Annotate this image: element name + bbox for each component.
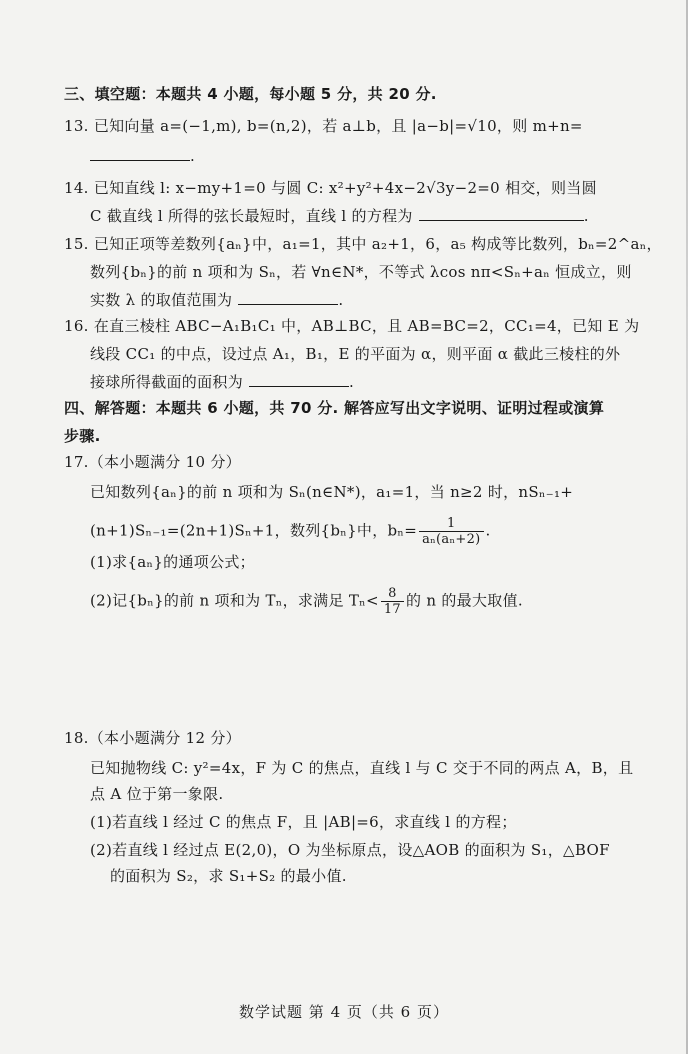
q16-text: 接球所得截面的面积为 [90, 373, 244, 391]
q13-answer-blank [90, 146, 190, 161]
q16-line2: 线段 CC₁ 的中点，设过点 A₁，B₁，E 的平面为 α，则平面 α 截此三棱柱的外 [90, 345, 621, 363]
q14-end: . [583, 207, 589, 225]
q18-line2: 点 A 位于第一象限. [90, 785, 224, 803]
q16-end: . [349, 373, 355, 391]
section4-heading-line2: 步骤. [64, 427, 101, 445]
q17-line2 [90, 516, 491, 547]
q13-answer-line [90, 146, 195, 166]
page-footer: 数学试题 第 4 页（共 6 页） [239, 1003, 449, 1021]
q16-line1: 16. 在直三棱柱 ABC−A₁B₁C₁ 中，AB⊥BC，且 AB=BC=2，CC₁=4，已知 E 为 [64, 317, 640, 335]
q17-part2 [90, 586, 523, 617]
q15-text: 实数 λ 的取值范围为 [90, 291, 233, 309]
q15-line3 [90, 290, 343, 310]
q17-part2-end: 的 n 的最大取值. [405, 591, 523, 610]
q14-line2 [90, 206, 589, 226]
q15-line2: 数列{bₙ}的前 n 项和为 Sₙ，若 ∀n∈N*，不等式 λcos nπ<Sₙ+aₙ 恒成立，则 [90, 263, 632, 281]
q17-part2-numerator: 8 [381, 586, 404, 602]
q14-text: C 截直线 l 所得的弦长最短时，直线 l 的方程为 [90, 207, 413, 225]
q15-line1: 15. 已知正项等差数列{aₙ}中，a₁=1，其中 a₂+1，6，a₅ 构成等比数列，bₙ=2^aₙ， [64, 235, 662, 253]
q14-line1: 14. 已知直线 l: x−my+1=0 与圆 C: x²+y²+4x−2√3y−2=0 相交，则当圆 [64, 179, 597, 197]
q13-text: 13. 已知向量 a=(−1,m), b=(n,2)，若 a⊥b，且 |a−b|=√10，则 m+n= [64, 117, 583, 135]
q18-line1: 已知抛物线 C: y²=4x，F 为 C 的焦点，直线 l 与 C 交于不同的两点 A，B，且 [90, 759, 634, 777]
q16-answer-blank [249, 372, 349, 387]
section4-heading-line1: 四、解答题：本题共 6 小题，共 70 分. 解答应写出文字说明、证明过程或演算 [64, 399, 605, 417]
q13-line1 [64, 116, 583, 136]
q17-part2-text: (2)记{bₙ}的前 n 项和为 Tₙ，求满足 Tₙ< [90, 591, 379, 610]
q18-part2-line2: 的面积为 S₂，求 S₁+S₂ 的最小值. [110, 867, 347, 885]
q18-title: 18.（本小题满分 12 分） [64, 729, 241, 747]
q17-bn-denominator: aₙ(aₙ+2) [422, 532, 481, 547]
q17-line2-text: (n+1)Sₙ₋₁=(2n+1)Sₙ+1，数列{bₙ}中，bₙ= [90, 521, 418, 540]
q17-part2-fraction [381, 586, 404, 617]
q17-bn-numerator: 1 [419, 516, 483, 532]
q14-answer-blank [419, 206, 584, 221]
q17-part2-denominator: 17 [383, 602, 401, 617]
q17-line2-end: . [485, 521, 491, 540]
q17-line1: 已知数列{aₙ}的前 n 项和为 Sₙ(n∈N*)，a₁=1，当 n≥2 时，nSₙ₋₁+ [90, 483, 574, 501]
q17-part1: (1)求{aₙ}的通项公式； [90, 553, 255, 571]
q18-part1: (1)若直线 l 经过 C 的焦点 F，且 |AB|=6，求直线 l 的方程； [90, 813, 517, 831]
section3-heading: 三、填空题：本题共 4 小题，每小题 5 分，共 20 分. [64, 85, 437, 103]
q15-answer-blank [238, 290, 338, 305]
q13-end: . [190, 147, 196, 165]
q18-part2-line1: (2)若直线 l 经过点 E(2,0)，O 为坐标原点，设△AOB 的面积为 S₁，△BOF [90, 841, 610, 859]
q16-line3 [90, 372, 354, 392]
q17-bn-fraction [419, 516, 483, 547]
q15-end: . [338, 291, 344, 309]
q17-title: 17.（本小题满分 10 分） [64, 453, 241, 471]
